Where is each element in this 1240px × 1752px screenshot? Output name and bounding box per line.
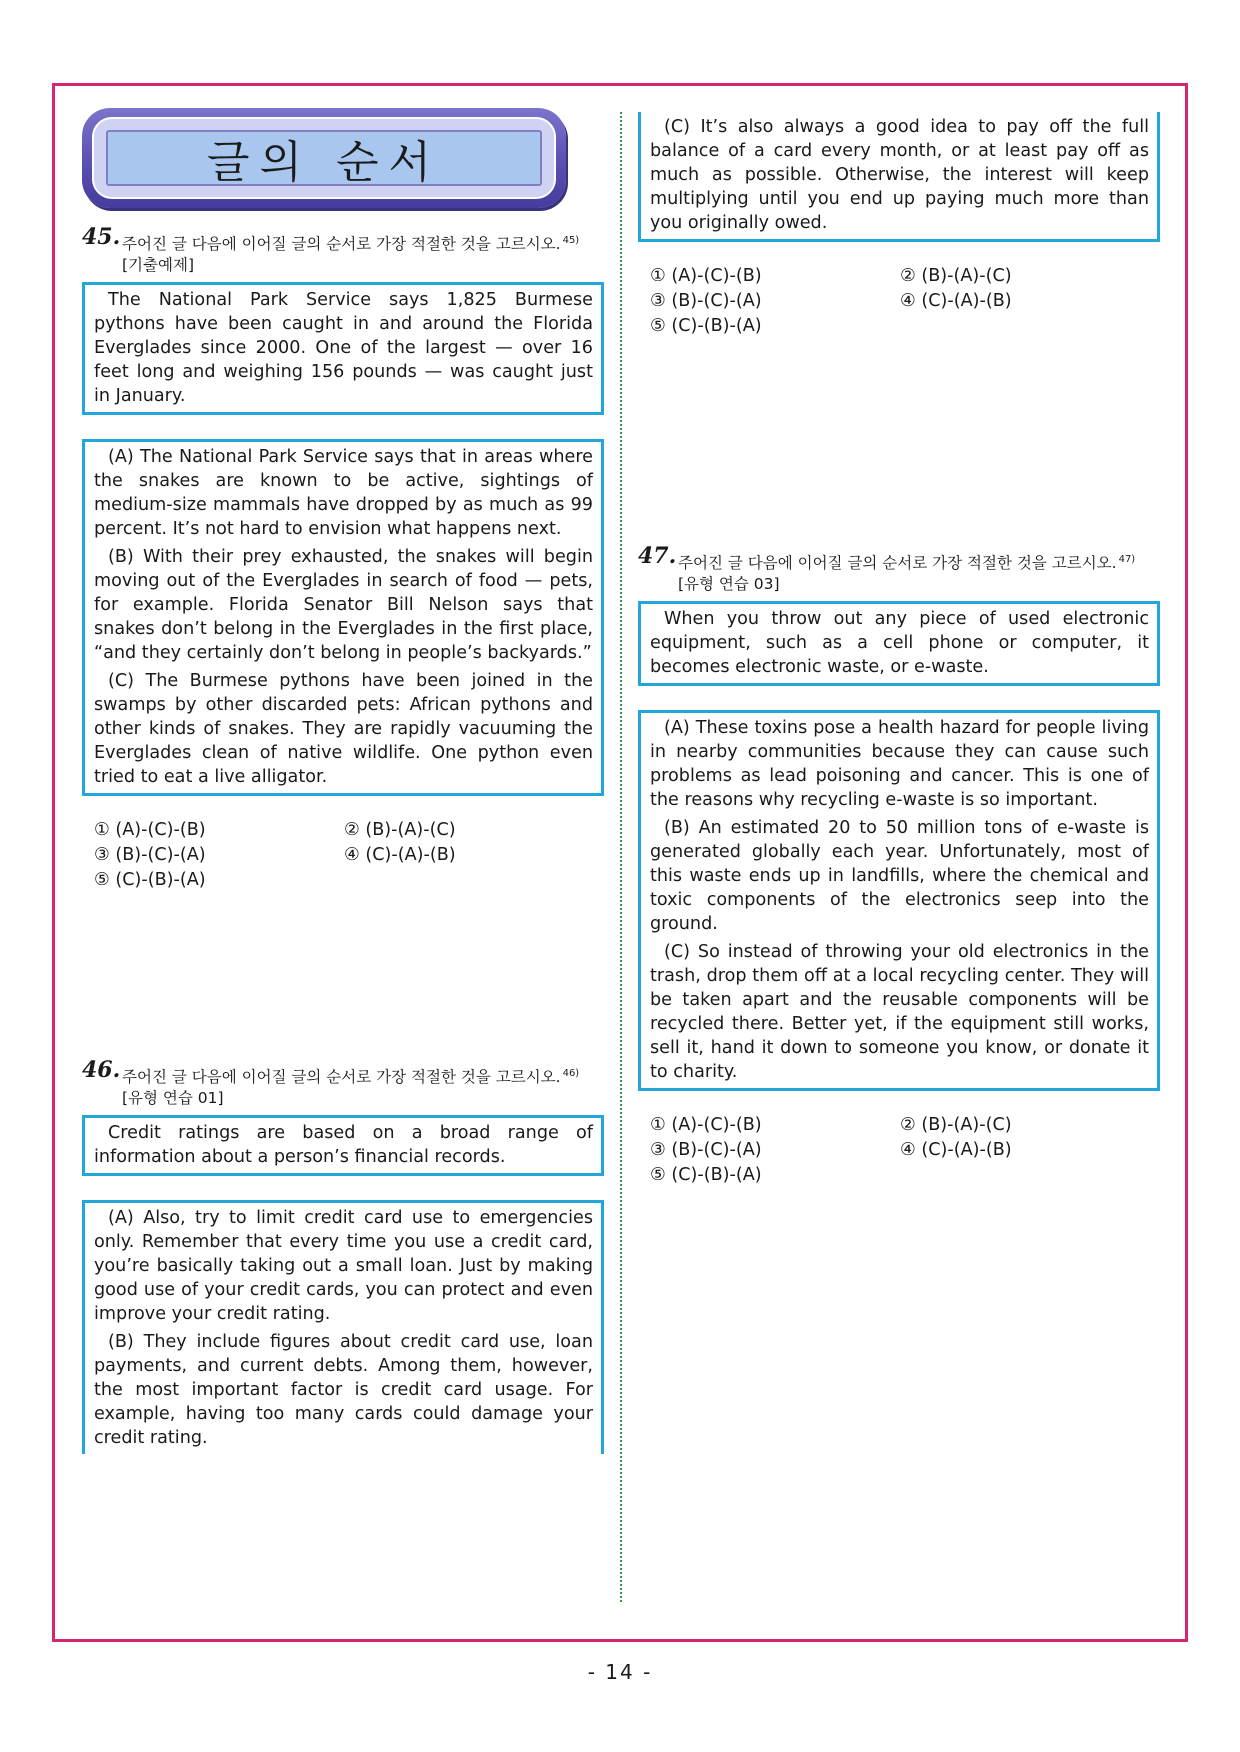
question-source: [유형 연습 01] [122, 1089, 224, 1108]
question-45-header [82, 224, 604, 276]
footnote-ref: 46) [562, 1068, 580, 1080]
paragraph-c: (C) So instead of throwing your old electronics in the trash, drop them off at a local recycling center. They will be taken apart and the reusable components will be recycled there. Better yet, if the equipment still works, sell it, hand it down to someone you know, or donate it to charity. [650, 942, 1149, 1083]
paragraph-b: (B) They include figures about credit card use, loan payments, and current debts. Among them, however, the most important factor is credit card usage. For example, having too many cards could damage your credit rating. [94, 1332, 593, 1449]
choice-2[interactable]: ② (B)-(A)-(C) [900, 266, 1012, 286]
choice-5[interactable]: ⑤ (C)-(B)-(A) [650, 1165, 762, 1186]
paragraph-c: (C) It’s also always a good idea to pay off the full balance of a card every month, or at least pay off as much as possible. Otherwise, the interest will keep multiplying until you end up paying much more than you originally owed. [650, 117, 1149, 233]
choice-5[interactable]: ⑤ (C)-(B)-(A) [650, 316, 762, 336]
choice-4[interactable]: ④ (C)-(A)-(B) [900, 291, 1012, 311]
given-text: The National Park Service says 1,825 Burmese pythons have been caught in and around the Florida Everglades since 2000. One of the largest — over 16 feet long and weighing 156 pounds — was caught just in January. [94, 290, 593, 407]
column-divider [620, 112, 622, 1602]
paragraph-a: (A) The National Park Service says that in areas where the snakes are known to be active, sightings of medium-size mammals have dropped by as much as 99 percent. It’s not hard to envision what happens next. [94, 447, 593, 540]
question-number: 45. [82, 224, 121, 250]
question-source: [기출예제] [122, 256, 194, 275]
footnote-ref: 45) [562, 235, 580, 246]
paragraph-c: (C) The Burmese pythons have been joined in the swamps by other discarded pets: African pythons and other kinds of snakes. They are rapidly vacuuming the Everglades clean of native wildlife. One python even tried to eat a live alligator. [94, 671, 593, 788]
choice-4[interactable]: ④ (C)-(A)-(B) [900, 1140, 1012, 1161]
question-source: [유형 연습 03] [678, 575, 780, 594]
right-column [638, 112, 1160, 1188]
question-46-header [82, 1057, 604, 1109]
given-text: When you throw out any piece of used electronic equipment, such as a cell phone or computer, it becomes electronic waste, or e-waste. [650, 609, 1149, 678]
paragraph-a: (A) Also, try to limit credit card use to emergencies only. Remember that every time you use a credit card, you’re basically taking out a small loan. Just by making good use of your credit cards, you can protect and even improve your credit rating. [94, 1208, 593, 1325]
question-prompt: 주어진 글 다음에 이어질 글의 순서로 가장 적절한 것을 고르시오. [122, 1068, 561, 1087]
answer-choices [94, 818, 604, 893]
choice-3[interactable]: ③ (B)-(C)-(A) [94, 845, 206, 866]
ordering-passages [82, 439, 604, 796]
left-column [82, 108, 604, 1454]
given-passage [82, 1115, 604, 1176]
footnote-ref: 47) [1118, 554, 1136, 565]
given-text: Credit ratings are based on a broad range of information about a person’s financial records. [94, 1123, 593, 1168]
answer-choices [650, 1113, 1160, 1188]
question-number: 47. [638, 543, 677, 569]
choice-2[interactable]: ② (B)-(A)-(C) [344, 820, 456, 841]
choice-2[interactable]: ② (B)-(A)-(C) [900, 1115, 1012, 1136]
ordering-passages [82, 1200, 604, 1454]
question-prompt: 주어진 글 다음에 이어질 글의 순서로 가장 적절한 것을 고르시오. [122, 235, 561, 254]
ordering-passages-continued [638, 112, 1160, 242]
paragraph-b: (B) An estimated 20 to 50 million tons of e-waste is generated globally each year. Unfortunately, most of this waste ends up in landfills, where the chemical and toxic components of the electronics seep into the ground. [650, 818, 1149, 935]
choice-3[interactable]: ③ (B)-(C)-(A) [650, 291, 762, 311]
choice-1[interactable]: ① (A)-(C)-(B) [94, 820, 206, 841]
question-prompt: 주어진 글 다음에 이어질 글의 순서로 가장 적절한 것을 고르시오. [678, 554, 1117, 573]
question-number: 46. [82, 1057, 121, 1084]
choice-1[interactable]: ① (A)-(C)-(B) [650, 1115, 762, 1136]
paragraph-b: (B) With their prey exhausted, the snakes will begin moving out of the Everglades in search of food — pets, for example. Florida Senator Bill Nelson says that snakes don’t belong in the Everglades in the first place, “and they certainly don’t belong in people’s backyards.” [94, 547, 593, 664]
given-passage [638, 601, 1160, 686]
choice-4[interactable]: ④ (C)-(A)-(B) [344, 845, 456, 866]
choice-5[interactable]: ⑤ (C)-(B)-(A) [94, 870, 206, 891]
section-banner [82, 108, 566, 208]
choice-1[interactable]: ① (A)-(C)-(B) [650, 266, 762, 286]
page-number: - 14 - [587, 1660, 653, 1684]
choice-3[interactable]: ③ (B)-(C)-(A) [650, 1140, 762, 1161]
paragraph-a: (A) These toxins pose a health hazard for people living in nearby communities because they can cause such problems as lead poisoning and cancer. This is one of the reasons why recycling e-waste is so important. [650, 718, 1149, 811]
given-passage [82, 282, 604, 415]
answer-choices [650, 264, 1160, 339]
question-47-header [638, 543, 1160, 595]
ordering-passages [638, 710, 1160, 1091]
section-title: 글의 순서 [206, 137, 441, 188]
